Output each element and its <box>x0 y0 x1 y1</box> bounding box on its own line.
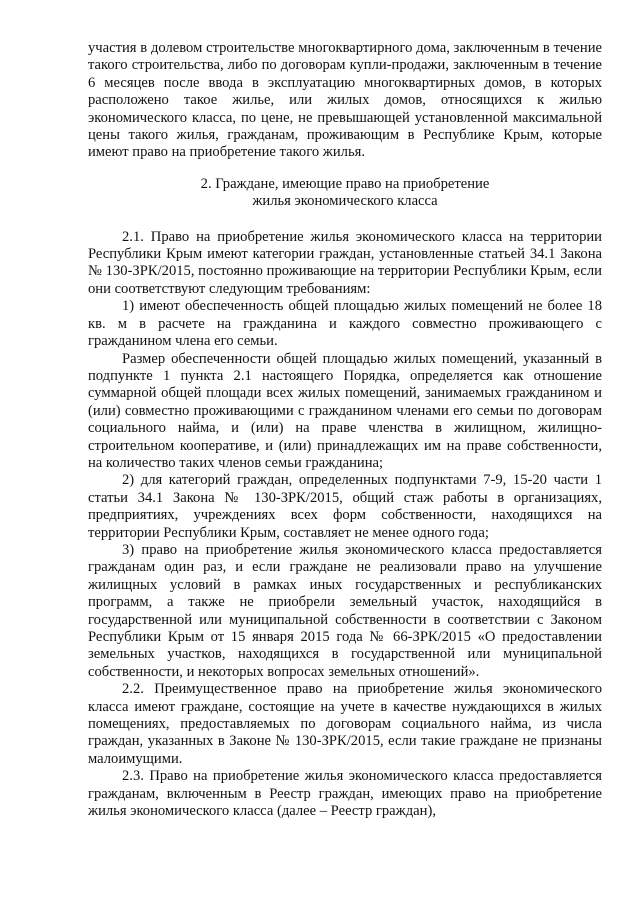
paragraph-area-definition: Размер обеспеченности общей площадью жилых помещений, указанный в подпункте 1 пункта 2.1 настоящего Порядка, определяется как отношение суммарной общей площади всех жилых помещений, занимаемых гражданином и (или) совместно проживающими с гражданином членами его семьи по договорам социального найма, и (или) на праве членства в жилищном, жилищно-строительном кооперативе, и (или) принадлежащих им на праве собственности, на количество таких членов семьи гражданина; <box>88 350 602 471</box>
paragraph-continuation: участия в долевом строительстве многоквартирного дома, заключенным в течение такого строительства, либо по договорам купли-продажи, заключенным в течение 6 месяцев после ввода в эксплуатацию многоквартирных домов, в которых расположено такое жилье, или жилых домов, относящихся к жилью экономического класса, по цене, не превышающей установленной максимальной цены такого жилья, гражданам, проживающим в Республике Крым, которые имеют право на приобретение такого жилья. <box>88 40 602 161</box>
document-body <box>88 40 602 820</box>
paragraph-2-2: 2.2. Преимущественное право на приобретение жилья экономического класса имеют граждане, состоящие на учете в качестве нуждающихся в жилых помещениях, предоставляемых по договорам социального найма, из числа граждан, указанных в Законе № 130-ЗРК/2015, если такие граждане не признаны малоимущими. <box>88 681 602 767</box>
section-heading-line-1: 2. Граждане, имеющие право на приобретение <box>200 175 490 192</box>
section-heading-line-2: жилья экономического класса <box>252 193 438 210</box>
section-heading <box>88 176 602 211</box>
paragraph-item-2: 2) для категорий граждан, определенных подпунктами 7-9, 15-20 части 1 статьи 34.1 Закона № 130-ЗРК/2015, общий стаж работы в организациях, предприятиях, учреждениях всех форм собственности, находящихся на территории Республики Крым, составляет не менее одного года; <box>88 472 602 541</box>
paragraph-item-1: 1) имеют обеспеченность общей площадью жилых помещений не более 18 кв. м в расчете на гражданина и каждого совместно проживающего с гражданином члена его семьи. <box>88 298 602 350</box>
paragraph-item-3: 3) право на приобретение жилья экономического класса предоставляется гражданам один раз, и если граждане не реализовали право на улучшение жилищных условий в рамках иных государственных и республиканских программ, а также не приобрели земельный участок, находящийся в государственной или муниципальной собственности в соответствии с Законом Республики Крым от 15 января 2015 года № 66-ЗРК/2015 «О предоставлении земельных участков, находящихся в государственной или муниципальной собственности, и некоторых вопросах земельных отношений». <box>88 541 602 680</box>
paragraph-2-1: 2.1. Право на приобретение жилья экономического класса на территории Республики Крым имеют категории граждан, установленные статьей 34.1 Закона № 130-ЗРК/2015, постоянно проживающие на территории Республики Крым, если они соответствуют следующим требованиям: <box>88 228 602 297</box>
paragraph-2-3: 2.3. Право на приобретение жилья экономического класса предоставляется гражданам, включенным в Реестр граждан, имеющих право на приобретение жилья экономического класса (далее – Реестр граждан), <box>88 768 602 820</box>
